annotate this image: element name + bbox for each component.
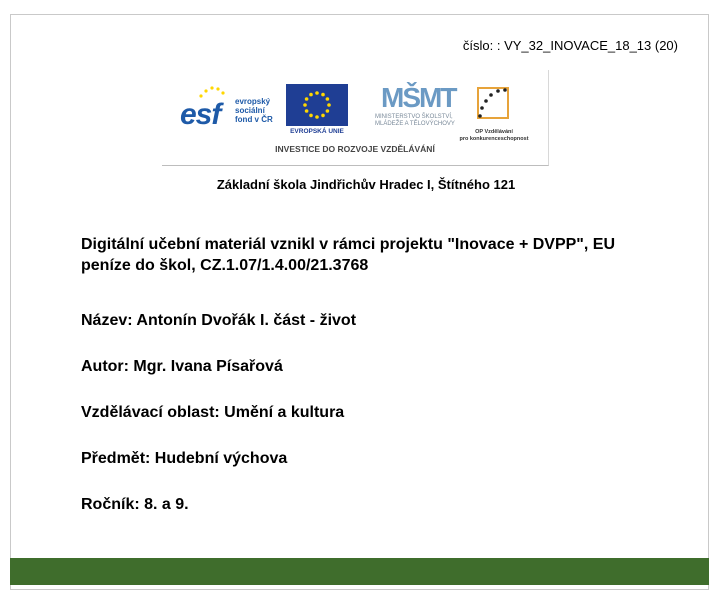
- eu-caption: EVROPSKÁ UNIE: [290, 128, 344, 135]
- esf-text-line: fond v ČR: [235, 115, 273, 124]
- subject: Předmět: Hudební výchova: [81, 450, 288, 467]
- esf-text-line: evropský: [235, 97, 271, 106]
- msmt-caption-line: MINISTERSTVO ŠKOLSTVÍ,: [375, 114, 453, 120]
- logo-bar: [162, 70, 549, 166]
- eu-flag-icon: [286, 84, 348, 126]
- op-logo: [458, 80, 530, 142]
- grade: Ročník: 8. a 9.: [81, 496, 189, 513]
- op-emblem-icon: [458, 80, 530, 124]
- esf-logo: [177, 84, 273, 140]
- project-intro: Digitální učební materiál vznikl v rámci projektu "Inovace + DVPP", EU peníze do škol, CZ.1.07/1.4.00/21.3768: [81, 236, 616, 274]
- eu-logo: [286, 84, 348, 138]
- esf-text: [235, 97, 273, 124]
- op-caption-line: OP Vzdělávání: [475, 129, 513, 135]
- op-caption: [458, 129, 530, 142]
- msmt-caption: [375, 114, 455, 128]
- material-info: [81, 234, 641, 541]
- msmt-logo: [375, 82, 455, 140]
- material-title: Název: Antonín Dvořák I. část - život: [81, 312, 357, 329]
- msmt-mark: MŠMT: [381, 82, 456, 113]
- document-number: číslo: : VY_32_INOVACE_18_13 (20): [462, 38, 678, 53]
- msmt-caption-line: MLÁDEŽE A TĚLOVÝCHOVY: [375, 121, 455, 127]
- esf-mark: esf: [180, 98, 221, 131]
- material-author: Autor: Mgr. Ivana Písařová: [81, 358, 283, 375]
- footer-bar: [10, 558, 709, 585]
- op-caption-line: pro konkurenceschopnost: [459, 135, 529, 142]
- educational-area: Vzdělávací oblast: Umění a kultura: [81, 404, 345, 421]
- esf-text-line: sociální: [235, 106, 265, 115]
- investice-tagline: INVESTICE DO ROZVOJE VZDĚLÁVÁNÍ: [275, 144, 435, 154]
- school-name: Základní škola Jindřichův Hradec I, Štítného 121: [216, 177, 516, 192]
